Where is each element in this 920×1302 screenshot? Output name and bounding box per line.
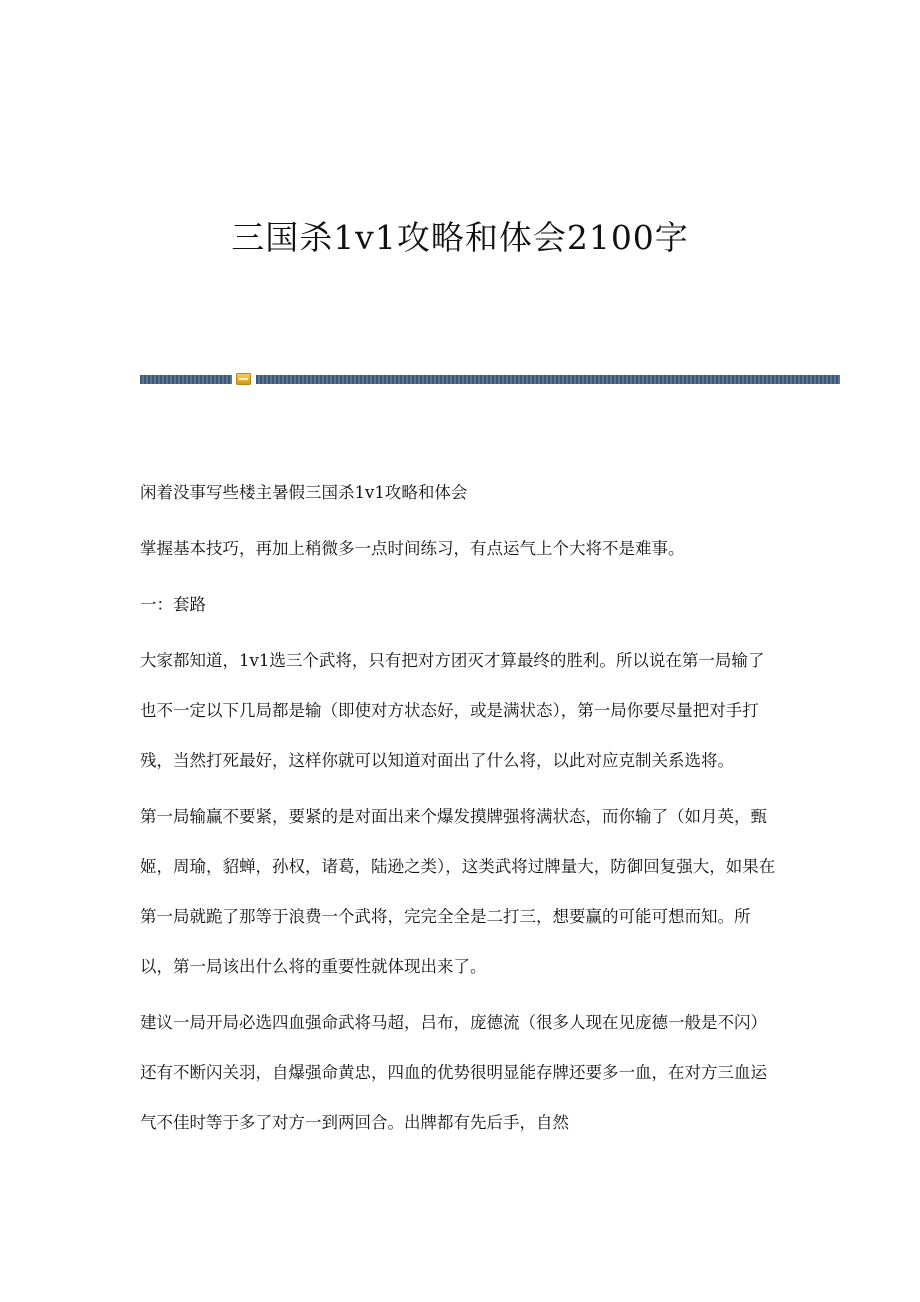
paragraph-summary: 掌握基本技巧，再加上稍微多一点时间练习，有点运气上个大将不是难事。 <box>140 539 685 558</box>
paragraph-intro: 闲着没事写些楼主暑假三国杀1v1攻略和体会 <box>140 483 468 502</box>
paragraph: 大家都知道，1v1选三个武将，只有把对方团灭才算最终的胜利。所以说在第一局输了也不一定以下几局都是输（即使对方状态好，或是满状态），第一局你要尽量把对手打残，当然打死最好，这样你就可以知道对面出了什么将，以此对应克制关系选将。 <box>140 651 765 770</box>
paragraph: 建议一局开局必选四血强命武将马超，吕布，庞德流（很多人现在见庞德一般是不闪）还有不断闪关羽，自爆强命黄忠，四血的优势很明显能存牌还要多一血，在对方三血运气不佳时等于多了对方一到两回合。出牌都有先后手，自然 <box>140 1013 767 1132</box>
divider-ornament-icon <box>236 373 251 385</box>
document-body <box>140 468 780 1154</box>
divider-right-segment <box>256 375 840 384</box>
document-title: 三国杀1v1攻略和体会2100字 <box>231 218 689 257</box>
section-heading: 一：套路 <box>140 595 206 614</box>
paragraph: 第一局输赢不要紧，要紧的是对面出来个爆发摸牌强将满状态，而你输了（如月英，甄姬，周瑜，貂蝉，孙权，诸葛，陆逊之类），这类武将过牌量大，防御回复强大，如果在第一局就跪了那等于浪费一个武将，完完全全是二打三，想要赢的可能可想而知。所以，第一局该出什么将的重要性就体现出来了。 <box>140 807 776 976</box>
decorative-divider <box>140 375 840 384</box>
divider-left-segment <box>140 375 232 384</box>
